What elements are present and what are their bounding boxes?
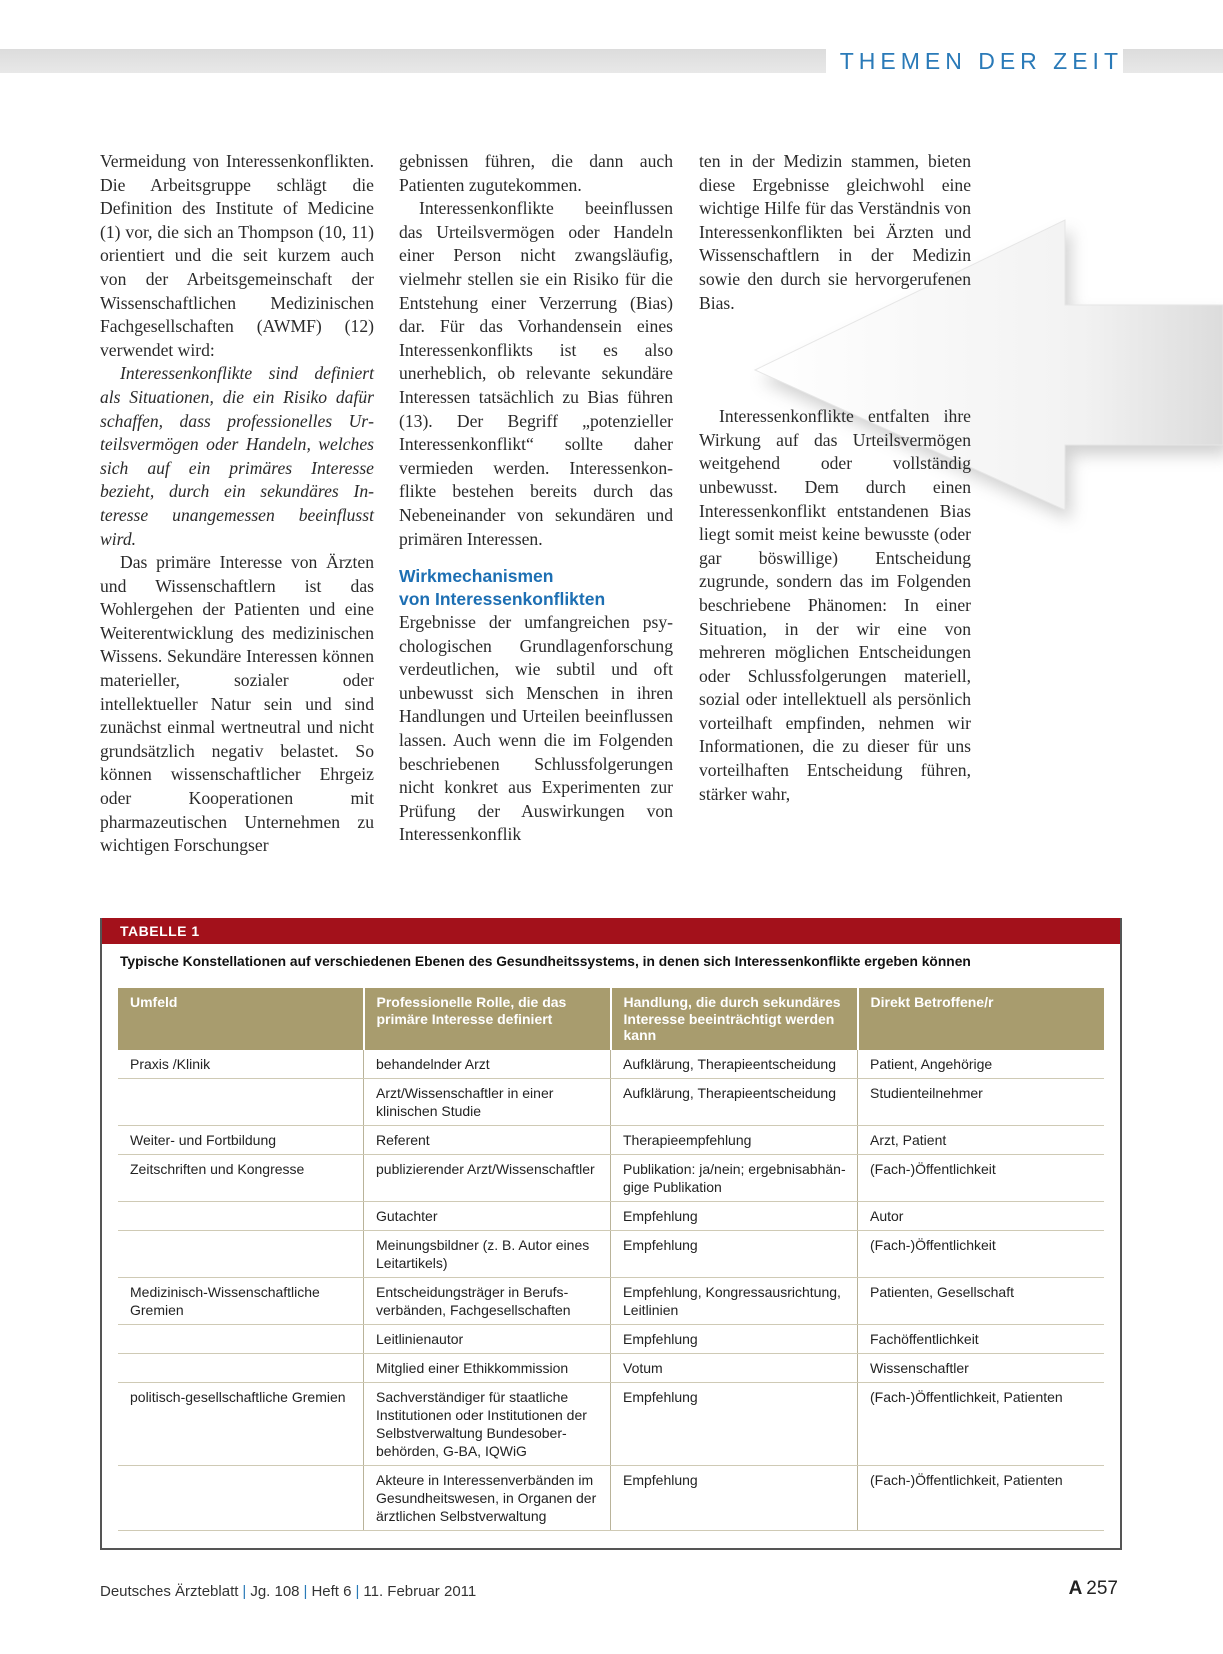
paragraph: ten in der Medizin stammen, bieten diese Ergebnisse gleichwohl eine wichtige Hilfe für das Verständnis von Interessenkonflikten bei Ärzten und Wissenschaftlern in der Medizin sowie den durch sie hervorgerufenen Bias.	[699, 151, 971, 313]
table-cell	[118, 1202, 364, 1231]
definition-paragraph: Interessenkonflikte sind definiert als Situationen, die ein Risiko dafür schaffen, dass professionelles Urteilsvermögen oder Handeln, welches sich auf ein primäres Interesse bezieht, durch ein sekundäres Interesse unangemessen beeinflusst wird.	[100, 363, 374, 549]
table-row	[118, 1325, 1104, 1354]
table-cell	[118, 1354, 364, 1383]
table-cell: Votum	[611, 1354, 858, 1383]
table-caption: Typische Konstellationen auf verschiedenen Ebenen des Gesundheitssystems, in denen sich Interessenkonflikte ergeben können	[120, 954, 971, 969]
text-column-2	[399, 150, 673, 847]
column-header: Professionelle Rolle, die das primäre Interesse definiert	[364, 988, 611, 1050]
table-row	[118, 1466, 1104, 1531]
table-cell: politisch-gesellschaftliche Gremien	[118, 1383, 364, 1466]
table-cell: Zeitschriften und Kongresse	[118, 1155, 364, 1202]
table-cell: Empfehlung	[611, 1466, 858, 1531]
table-cell: Medizinisch-Wissenschaftliche Gremien	[118, 1278, 364, 1325]
paragraph: Ergebnisse der umfangreichen psychologischen Grundlagenforschung verdeutlichen, wie subtil und oft unbewusst sich Menschen in ihren Handlungen und Urteilen beeinflussen lassen. Auch wenn die im Folgenden beschriebenen Schlussfolgerungen nicht konkret aus Experimenten zur Prüfung der Auswirkungen von Interessenkonflik	[399, 612, 673, 845]
subheading: Wirkmechanismen von Interessenkonflikten	[399, 566, 606, 610]
text-column-3	[699, 150, 971, 806]
table-row	[118, 1202, 1104, 1231]
data-table	[118, 988, 1104, 1531]
issue: Heft 6	[311, 1583, 352, 1600]
table-row	[118, 1126, 1104, 1155]
table-cell: Patient, Angehörige	[858, 1050, 1105, 1079]
table-row	[118, 1354, 1104, 1383]
table-cell: Sachverständiger für staatliche Institutionen oder Institutionen der Selbstverwaltung Bundesoberbehörden, G-BA, IQWiG	[364, 1383, 611, 1466]
table-cell: behandelnder Arzt	[364, 1050, 611, 1079]
table-cell: Empfehlung	[611, 1202, 858, 1231]
column-header: Direkt Betroffene/r	[858, 988, 1105, 1050]
section-title: THEMEN DER ZEIT	[826, 47, 1123, 75]
table-cell: Leitlinienautor	[364, 1325, 611, 1354]
table-cell: (Fach-)Öffentlichkeit	[858, 1155, 1105, 1202]
table-cell: Autor	[858, 1202, 1105, 1231]
page-number: A 257	[1068, 1578, 1118, 1599]
table-cell	[118, 1466, 364, 1531]
table-cell: Meinungsbildner (z. B. Autor eines Leitartikels)	[364, 1231, 611, 1278]
table-cell: Empfehlung	[611, 1383, 858, 1466]
column-header: Umfeld	[118, 988, 364, 1050]
table-cell: Publikation: ja/nein; ergebnisabhängige Publikation	[611, 1155, 858, 1202]
table-cell: Weiter- und Fortbildung	[118, 1126, 364, 1155]
table-cell: Studienteilnehmer	[858, 1079, 1105, 1126]
table-cell: (Fach-)Öffentlichkeit, Patienten	[858, 1466, 1105, 1531]
footer: Deutsches Ärzteblatt | Jg. 108 | Heft 6 | 11. Februar 2011	[100, 1583, 477, 1600]
table-1	[100, 918, 1122, 1550]
table-cell: (Fach-)Öffentlichkeit, Patienten	[858, 1383, 1105, 1466]
table-cell: Wissenschaftler	[858, 1354, 1105, 1383]
table-cell: Arzt/Wissenschaftler in einer klinischen Studie	[364, 1079, 611, 1126]
table-cell	[118, 1325, 364, 1354]
journal-name: Deutsches Ärzteblatt	[100, 1583, 239, 1600]
table-cell: publizierender Arzt/Wissenschaftler	[364, 1155, 611, 1202]
table-row	[118, 1231, 1104, 1278]
table-cell: Empfehlung	[611, 1231, 858, 1278]
table-cell: Mitglied einer Ethikkommission	[364, 1354, 611, 1383]
table-cell: Aufklärung, Therapieentscheidung	[611, 1079, 858, 1126]
table-cell: Arzt, Patient	[858, 1126, 1105, 1155]
table-cell: Praxis /Klinik	[118, 1050, 364, 1079]
table-cell: Patienten, Gesellschaft	[858, 1278, 1105, 1325]
table-cell: (Fach-)Öffentlichkeit	[858, 1231, 1105, 1278]
paragraph: Interessenkonflikte beeinflussen das Urteilsvermögen oder Handeln einer Person nicht zwangsläufig, vielmehr stellen sie ein Risiko für die Entstehung einer Verzerrung (Bias) dar. Für das Vorhandensein eines Interessenkonflikts ist es also unerheblich, ob relevante sekundäre Interessen tatsächlich zu Bias führen (13). Der Begriff „potenzieller Interessenkonflikt“ sollte daher vermieden werden. Interessenkonflikte bestehen bereits durch das Nebeneinander von sekundären und primären Interessen.	[399, 198, 673, 549]
table-cell: Referent	[364, 1126, 611, 1155]
table-cell: Gutachter	[364, 1202, 611, 1231]
text-column-1	[100, 150, 374, 858]
paragraph: gebnissen führen, die dann auch Patienten zugutekommen.	[399, 151, 673, 195]
paragraph: Vermeidung von Interessenkonflikten. Die Arbeitsgruppe schlägt die Definition des Institute of Medicine (1) vor, die sich an Thompson (10, 11) orientiert und die seit kurzem auch von der Arbeitsgemeinschaft der Wissenschaftlichen Medizinischen Fachgesellschaften (AWMF) (12) verwendet wird:	[100, 151, 374, 360]
table-cell: Akteure in Interessenverbänden im Gesundheitswesen, in Organen der ärztlichen Selbstverwaltung	[364, 1466, 611, 1531]
table-row	[118, 1079, 1104, 1126]
table-cell	[118, 1231, 364, 1278]
paragraph: Das primäre Interesse von Ärzten und Wissenschaftlern ist das Wohlergehen der Patienten und eine Weiterentwicklung des medizinischen Wissens. Sekundäre Interessen können materieller, sozialer oder intellektueller Natur sein und sind zunächst einmal wertneutral und nicht grundsätzlich negativ belastet. So können wissenschaftlicher Ehrgeiz oder Kooperationen mit pharmazeutischen Unternehmen zu wichtigen Forschungser	[100, 552, 374, 856]
table-cell: Fachöffentlichkeit	[858, 1325, 1105, 1354]
column-header: Handlung, die durch sekundäres Interesse beeinträchtigt werden kann	[611, 988, 858, 1050]
table-row	[118, 1278, 1104, 1325]
table-cell	[118, 1079, 364, 1126]
table-row	[118, 1383, 1104, 1466]
table-cell: Aufklärung, Therapieentscheidung	[611, 1050, 858, 1079]
table-cell: Empfehlung	[611, 1325, 858, 1354]
table-cell: Empfehlung, Kongressausrichtung, Leitlinien	[611, 1278, 858, 1325]
table-label: TABELLE 1	[102, 918, 1120, 944]
date: 11. Februar 2011	[363, 1583, 477, 1600]
table-cell: Therapieempfehlung	[611, 1126, 858, 1155]
table-cell: Entscheidungsträger in Berufsverbänden, Fachgesellschaften	[364, 1278, 611, 1325]
table-row	[118, 1155, 1104, 1202]
table-row	[118, 1050, 1104, 1079]
volume: Jg. 108	[250, 1583, 300, 1600]
paragraph: Interessenkonflikte entfalten ihre Wirkung auf das Urteilsvermögen weitgehend oder vollständig unbewusst. Dem durch einen Interessenkonflikt entstandenen Bias liegt somit meist keine bewusste (oder gar böswillige) Entscheidung zugrunde, sondern das im Folgenden beschriebene Phänomen: In einer Situation, in der wir eine von mehreren möglichen Entscheidungen oder Schlussfolgerungen materiell, sozial oder intellektuell als persönlich vorteilhaft empfinden, nehmen wir Informationen, die zu dieser für uns vorteilhaften Entscheidung führen, stärker wahr,	[699, 406, 971, 804]
